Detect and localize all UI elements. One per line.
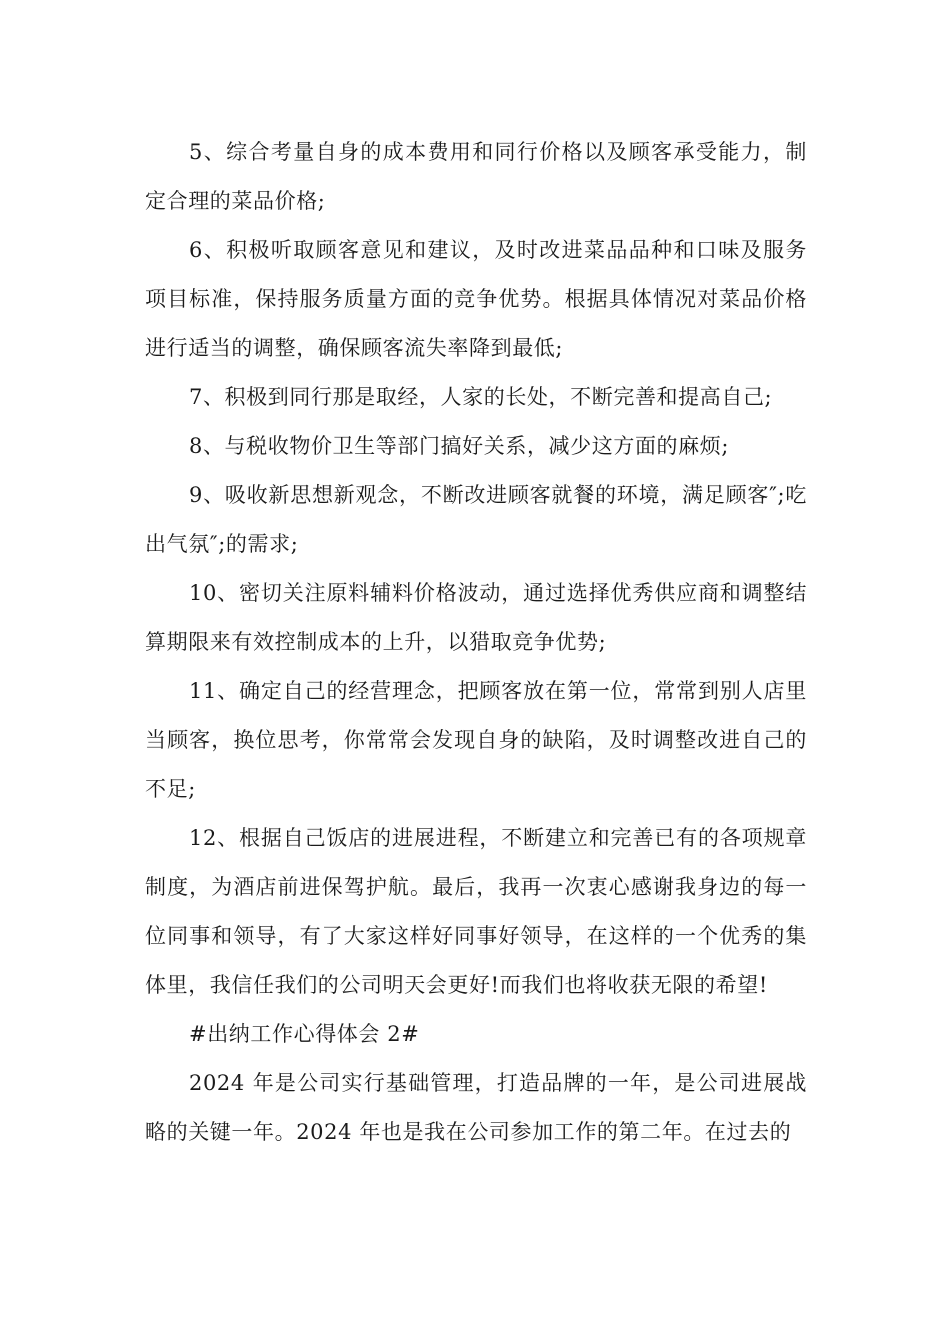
paragraph-12: 12、根据自己饭店的进展进程，不断建立和完善已有的各项规章制度，为酒店前进保驾护航。最后，我再一次衷心感谢我身边的每一位同事和领导，有了大家这样好同事好领导，在这样的一个优秀的集体里，我信任我们的公司明天会更好!而我们也将收获无限的希望! — [145, 826, 807, 997]
paragraph-10: 10、密切关注原料辅料价格波动，通过选择优秀供应商和调整结算期限来有效控制成本的上升，以猎取竞争优势; — [145, 581, 807, 654]
paragraph-8: 8、与税收物价卫生等部门搞好关系，减少这方面的麻烦; — [189, 434, 730, 458]
paragraph-11: 11、确定自己的经营理念，把顾客放在第一位，常常到别人店里当顾客，换位思考，你常常会发现自身的缺陷，及时调整改进自己的不足; — [145, 679, 807, 801]
document-body — [145, 128, 807, 1157]
paragraph-6: 6、积极听取顾客意见和建议，及时改进菜品品种和口味及服务项目标准，保持服务质量方面的竞争优势。根据具体情况对菜品价格进行适当的调整，确保顾客流失率降到最低; — [145, 238, 807, 360]
paragraph-9: 9、吸收新思想新观念，不断改进顾客就餐的环境，满足顾客″;吃出气氛″;的需求; — [145, 483, 807, 556]
paragraph-2024-intro: 2024 年是公司实行基础管理，打造品牌的一年，是公司进展战略的关键一年。2024 年也是我在公司参加工作的第二年。在过去的 — [145, 1071, 807, 1144]
paragraph-5: 5、综合考量自身的成本费用和同行价格以及顾客承受能力，制定合理的菜品价格; — [145, 140, 807, 213]
paragraph-7: 7、积极到同行那是取经，人家的长处，不断完善和提高自己; — [189, 385, 773, 409]
section-heading: #出纳工作心得体会 2# — [189, 1022, 420, 1046]
